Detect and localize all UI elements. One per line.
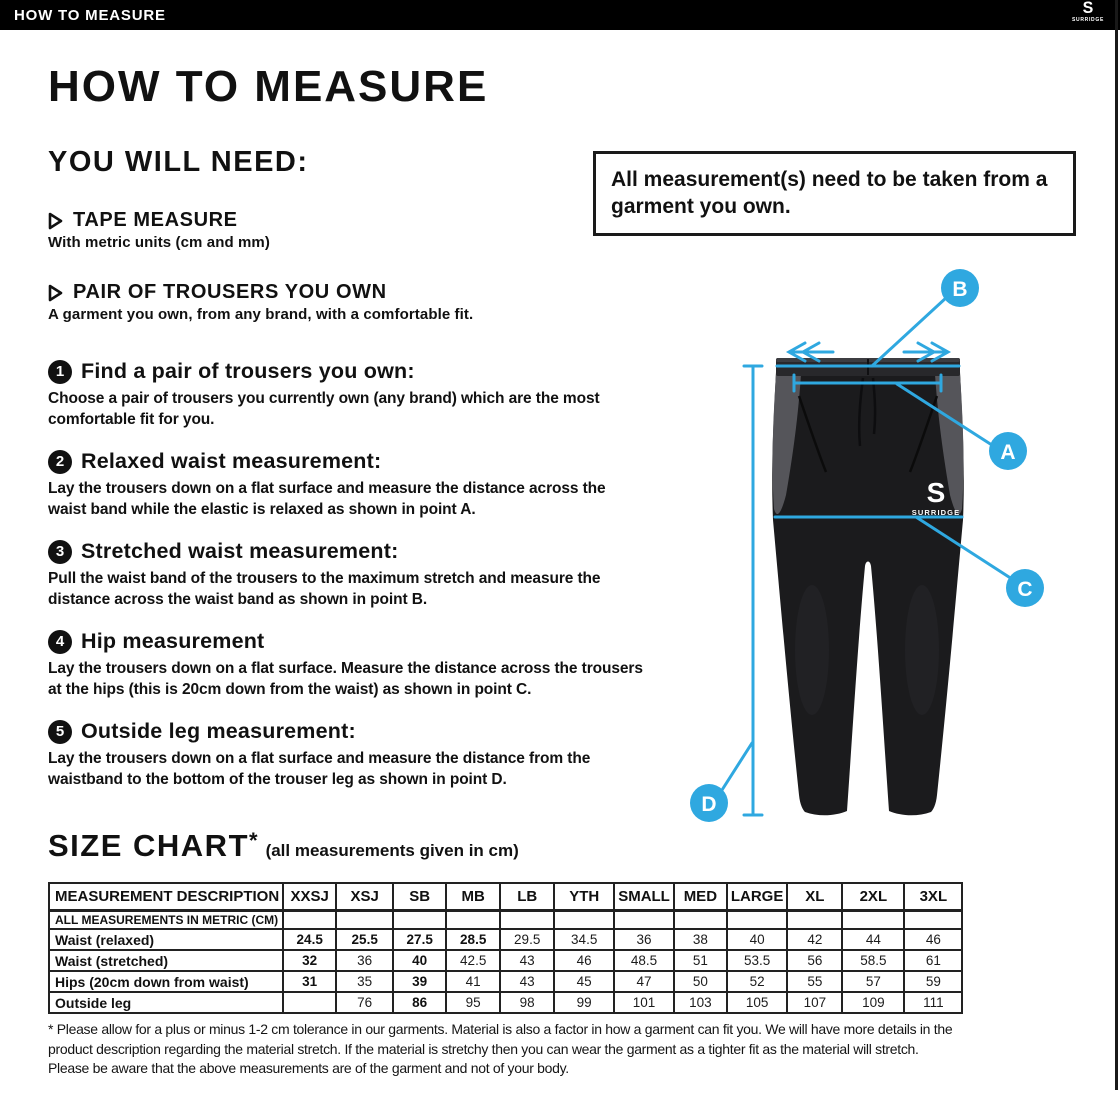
measurement-label: Waist (relaxed) — [49, 929, 283, 950]
size-col-header: MB — [446, 883, 500, 911]
size-col-header: XXSJ — [283, 883, 336, 911]
step-3-body: Pull the waist band of the trousers to the maximum stretch and measure the distance across the waist band as shown in point B. — [48, 570, 601, 608]
size-chart-heading — [48, 828, 519, 864]
page-right-border — [1115, 0, 1118, 1090]
steps-list — [48, 359, 652, 809]
size-cell: 34.5 — [554, 929, 614, 950]
size-cell: 103 — [674, 992, 727, 1013]
size-chart-metric-row — [49, 911, 962, 930]
size-col-header: SB — [393, 883, 446, 911]
measurement-label: Waist (stretched) — [49, 950, 283, 971]
step-1-title: Find a pair of trousers you own: — [81, 359, 415, 383]
size-cell: 101 — [614, 992, 674, 1013]
size-cell — [393, 911, 446, 930]
size-cell: 47 — [614, 971, 674, 992]
step-5-body: Lay the trousers down on a flat surface and measure the distance from the waistband to the bottom of the trouser leg as shown in point D. — [48, 750, 591, 788]
size-cell: 55 — [787, 971, 842, 992]
size-cell: 27.5 — [393, 929, 446, 950]
size-cell: 25.5 — [336, 929, 393, 950]
size-cell — [283, 911, 336, 930]
point-a-marker — [989, 432, 1027, 470]
top-bar-title: HOW TO MEASURE — [14, 6, 166, 24]
size-cell: 36 — [336, 950, 393, 971]
size-cell: 42 — [787, 929, 842, 950]
size-cell: 31 — [283, 971, 336, 992]
step-3-title: Stretched waist measurement: — [81, 539, 399, 563]
size-cell: 56 — [787, 950, 842, 971]
size-chart-subtitle: (all measurements given in cm) — [265, 841, 519, 860]
size-cell: 43 — [500, 971, 554, 992]
size-cell: 43 — [500, 950, 554, 971]
size-chart-title: SIZE CHART — [48, 828, 249, 863]
size-cell — [842, 911, 904, 930]
need-item-description: A garment you own, from any brand, with a comfortable fit. — [48, 306, 474, 323]
size-cell: 57 — [842, 971, 904, 992]
size-cell: 58.5 — [842, 950, 904, 971]
size-chart-table — [48, 882, 963, 1014]
size-cell: 98 — [500, 992, 554, 1013]
step-3-badge-icon: 3 — [48, 540, 72, 564]
step-4 — [48, 629, 652, 719]
need-item-trousers — [48, 281, 473, 323]
size-cell: 53.5 — [727, 950, 788, 971]
step-4-title: Hip measurement — [81, 629, 265, 653]
size-chart-row — [49, 971, 962, 992]
size-cell: 44 — [842, 929, 904, 950]
svg-text:A: A — [1000, 441, 1016, 464]
step-5 — [48, 719, 652, 809]
size-chart-asterisk: * — [249, 828, 258, 853]
point-c-marker — [1006, 569, 1044, 607]
size-cell: 35 — [336, 971, 393, 992]
size-cell: 40 — [393, 950, 446, 971]
size-col-header: LB — [500, 883, 554, 911]
size-cell: 24.5 — [283, 929, 336, 950]
size-col-header: 3XL — [904, 883, 962, 911]
leader-line-b — [872, 297, 947, 366]
size-cell: 99 — [554, 992, 614, 1013]
surridge-logo — [1062, 1, 1114, 23]
size-cell: 36 — [614, 929, 674, 950]
size-cell — [500, 911, 554, 930]
size-col-header: 2XL — [842, 883, 904, 911]
size-cell: 46 — [904, 929, 962, 950]
top-bar — [0, 0, 1120, 30]
size-col-header: SMALL — [614, 883, 674, 911]
size-cell: 42.5 — [446, 950, 500, 971]
size-cell: 51 — [674, 950, 727, 971]
size-col-header: LARGE — [727, 883, 788, 911]
step-4-body: Lay the trousers down on a flat surface. Measure the distance across the trousers at the hips (this is 20cm down from the waist) as shown in point C. — [48, 660, 643, 698]
need-item-label: TAPE MEASURE — [73, 209, 238, 231]
size-cell — [336, 911, 393, 930]
metric-row-label: ALL MEASUREMENTS IN METRIC (CM) — [49, 911, 283, 930]
step-2-title: Relaxed waist measurement: — [81, 449, 382, 473]
step-1-body: Choose a pair of trousers you currently own (any brand) which are the most comfortable fit for you. — [48, 390, 600, 428]
size-col-header: MEASUREMENT DESCRIPTION — [49, 883, 283, 911]
step-2 — [48, 449, 652, 539]
leader-line-d — [722, 743, 752, 790]
size-cell: 111 — [904, 992, 962, 1013]
knee-highlight — [795, 585, 829, 715]
step-2-body: Lay the trousers down on a flat surface and measure the distance across the waist band while the elastic is relaxed as shown in point A. — [48, 480, 606, 518]
size-cell — [283, 992, 336, 1013]
size-cell: 109 — [842, 992, 904, 1013]
step-5-title: Outside leg measurement: — [81, 719, 356, 743]
step-3 — [48, 539, 652, 629]
triangle-bullet-icon — [48, 212, 63, 230]
size-chart-row — [49, 929, 962, 950]
size-cell — [787, 911, 842, 930]
garment-surridge-logo-text: SURRIDGE — [911, 508, 961, 517]
need-item-label: PAIR OF TROUSERS YOU OWN — [73, 281, 387, 303]
size-cell: 45 — [554, 971, 614, 992]
size-col-header: MED — [674, 883, 727, 911]
size-cell: 46 — [554, 950, 614, 971]
size-cell: 38 — [674, 929, 727, 950]
size-cell: 32 — [283, 950, 336, 971]
measurement-label: Hips (20cm down from waist) — [49, 971, 283, 992]
size-cell: 105 — [727, 992, 788, 1013]
size-cell — [554, 911, 614, 930]
size-cell: 41 — [446, 971, 500, 992]
footnote: * Please allow for a plus or minus 1-2 cm tolerance in our garments. Material is also a factor in how a garment can fit you. We will have more details in the product description regarding the material stretch. If the material is stretchy then you can wear the garment as a tighter fit as the material will stretch. Please be aware that the above measurements are of the garment and not of your body. — [48, 1021, 953, 1076]
size-col-header: YTH — [554, 883, 614, 911]
page-title: HOW TO MEASURE — [48, 62, 489, 111]
size-cell: 76 — [336, 992, 393, 1013]
trousers-image — [772, 358, 964, 815]
size-cell: 61 — [904, 950, 962, 971]
size-col-header: XL — [787, 883, 842, 911]
size-cell: 50 — [674, 971, 727, 992]
size-chart-row — [49, 950, 962, 971]
surridge-logo-mark-icon: S — [1082, 0, 1094, 18]
size-cell: 39 — [393, 971, 446, 992]
size-chart-header-row — [49, 883, 962, 911]
step-1 — [48, 359, 652, 449]
size-cell — [446, 911, 500, 930]
size-cell: 107 — [787, 992, 842, 1013]
step-5-badge-icon: 5 — [48, 720, 72, 744]
size-cell: 95 — [446, 992, 500, 1013]
size-cell: 52 — [727, 971, 788, 992]
size-cell: 48.5 — [614, 950, 674, 971]
point-b-marker — [941, 269, 979, 307]
knee-highlight — [905, 585, 939, 715]
size-cell — [614, 911, 674, 930]
surridge-logo-text: SURRIDGE — [1072, 17, 1104, 23]
step-2-badge-icon: 2 — [48, 450, 72, 474]
size-col-header: XSJ — [336, 883, 393, 911]
size-cell — [904, 911, 962, 930]
need-item-description: With metric units (cm and mm) — [48, 234, 270, 251]
garment-surridge-logo-mark-icon: S — [926, 477, 946, 508]
size-cell: 40 — [727, 929, 788, 950]
trousers-body — [772, 372, 964, 815]
size-cell: 29.5 — [500, 929, 554, 950]
you-will-need-heading: YOU WILL NEED: — [48, 146, 309, 178]
size-cell: 86 — [393, 992, 446, 1013]
trousers-measure-diagram — [680, 255, 1100, 845]
measurement-label: Outside leg — [49, 992, 283, 1013]
step-4-badge-icon: 4 — [48, 630, 72, 654]
size-cell — [674, 911, 727, 930]
svg-text:C: C — [1017, 578, 1033, 601]
size-cell — [727, 911, 788, 930]
size-cell: 59 — [904, 971, 962, 992]
triangle-bullet-icon — [48, 284, 63, 302]
svg-text:B: B — [952, 278, 968, 301]
step-1-badge-icon: 1 — [48, 360, 72, 384]
size-chart-row — [49, 992, 962, 1013]
point-d-marker — [690, 784, 728, 822]
notice-box: All measurement(s) need to be taken from a garment you own. — [593, 151, 1076, 236]
svg-text:D: D — [701, 793, 717, 816]
need-item-tape-measure — [48, 209, 270, 251]
size-cell: 28.5 — [446, 929, 500, 950]
